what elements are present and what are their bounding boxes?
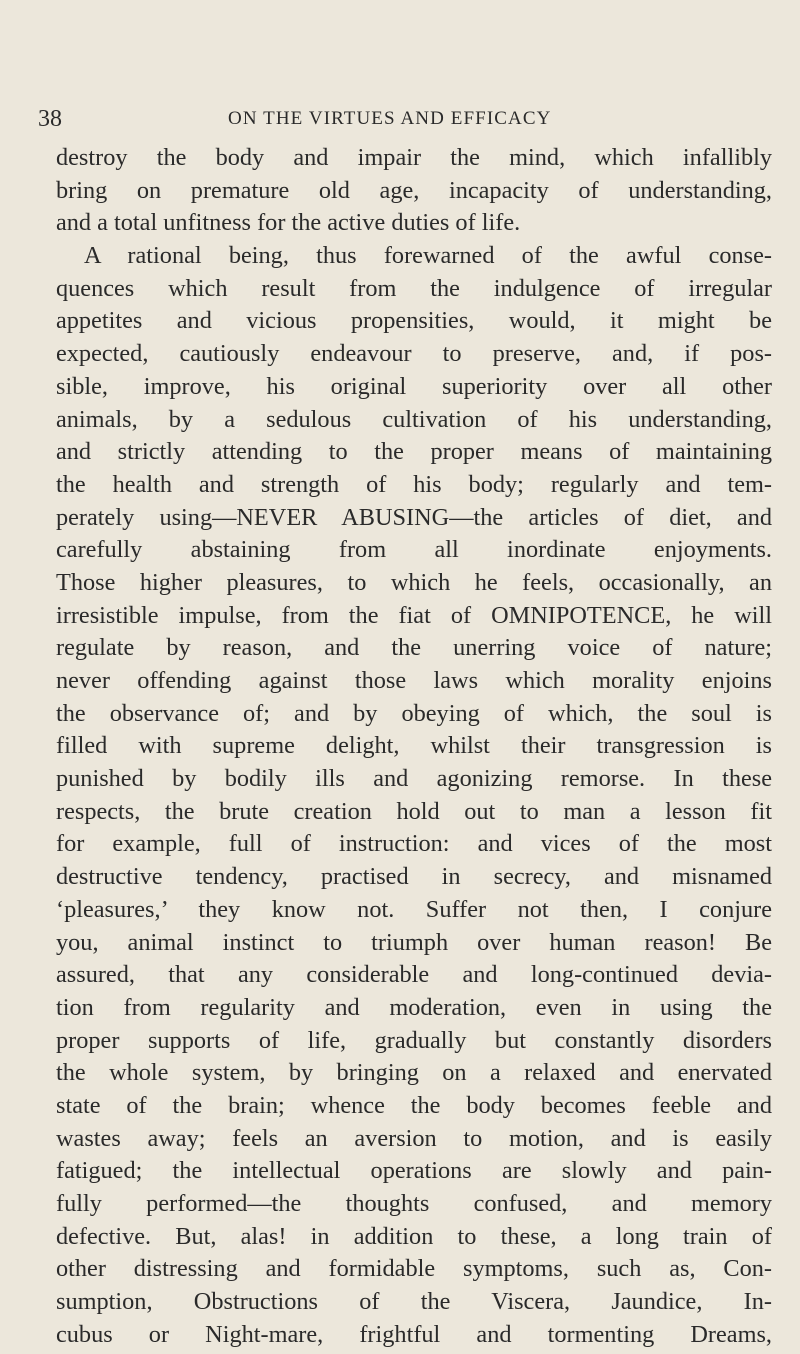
text-line: respects, the brute creation hold out to man a lesson fit	[56, 797, 772, 825]
text-line: appetites and vicious propensities, would, it might be	[56, 307, 772, 335]
text-line: the whole system, by bringing on a relaxed and enervated	[56, 1059, 772, 1087]
text-line: quences which result from the indulgence of irregular	[56, 274, 772, 302]
text-line: the health and strength of his body; regularly and tem-	[56, 470, 772, 498]
text-line: regulate by reason, and the unerring voice of nature;	[56, 634, 772, 662]
text-line: destructive tendency, practised in secrecy, and misnamed	[56, 863, 772, 891]
text-line: other distressing and formidable symptoms, such as, Con-	[56, 1255, 772, 1283]
text-line: and strictly attending to the proper means of maintaining	[56, 438, 772, 466]
text-line: perately using—NEVER ABUSING—the articles of diet, and	[56, 503, 772, 531]
text-line: state of the brain; whence the body becomes feeble and	[56, 1091, 772, 1119]
text-line: sible, improve, his original superiority over all other	[56, 372, 772, 400]
text-line: fully performed—the thoughts confused, and memory	[56, 1190, 772, 1217]
text-line: carefully abstaining from all inordinate enjoyments.	[56, 536, 772, 564]
text-line: and a total unfitness for the active duties of life.	[56, 209, 521, 237]
text-line: never offending against those laws which morality enjoins	[56, 667, 772, 694]
text-line: you, animal instinct to triumph over human reason! Be	[56, 928, 772, 956]
text-line: Those higher pleasures, to which he feels, occasionally, an	[56, 568, 772, 596]
text-line: expected, cautiously endeavour to preserve, and, if pos-	[56, 340, 772, 368]
text-line: animals, by a sedulous cultivation of his understanding,	[56, 405, 772, 433]
text-line: sumption, Obstructions of the Viscera, Jaundice, In-	[56, 1288, 772, 1316]
text-line: fatigued; the intellectual operations are slowly and pain-	[56, 1157, 772, 1185]
text-line: filled with supreme delight, whilst their transgression is	[56, 732, 772, 760]
text-line: irresistible impulse, from the fiat of OMNIPOTENCE, he will	[56, 601, 772, 629]
text-line: cubus or Night-mare, frightful and tormenting Dreams,	[56, 1320, 772, 1348]
text-line: for example, full of instruction: and vices of the most	[56, 830, 772, 858]
text-line: tion from regularity and moderation, even in using the	[56, 993, 772, 1021]
text-line: wastes away; feels an aversion to motion, and is easily	[56, 1124, 772, 1152]
text-line: ‘pleasures,’ they know not. Suffer not then, I conjure	[56, 895, 772, 923]
text-line: destroy the body and impair the mind, which infallibly	[56, 144, 772, 171]
text-line: assured, that any considerable and long-continued devia-	[56, 961, 772, 989]
text-line: punished by bodily ills and agonizing remorse. In these	[56, 765, 772, 793]
body-text	[56, 142, 772, 1351]
text-line: proper supports of life, gradually but constantly disorders	[56, 1026, 772, 1054]
text-line: the observance of; and by obeying of which, the soul is	[56, 699, 772, 727]
running-title: ON THE VIRTUES AND EFFICACY	[228, 108, 552, 129]
text-line: defective. But, alas! in addition to these, a long train of	[56, 1222, 772, 1250]
page-number: 38	[38, 106, 62, 132]
running-head	[38, 104, 760, 134]
text-line: A rational being, thus forewarned of the awful conse-	[84, 242, 772, 270]
text-line: bring on premature old age, incapacity of understanding,	[56, 176, 772, 204]
